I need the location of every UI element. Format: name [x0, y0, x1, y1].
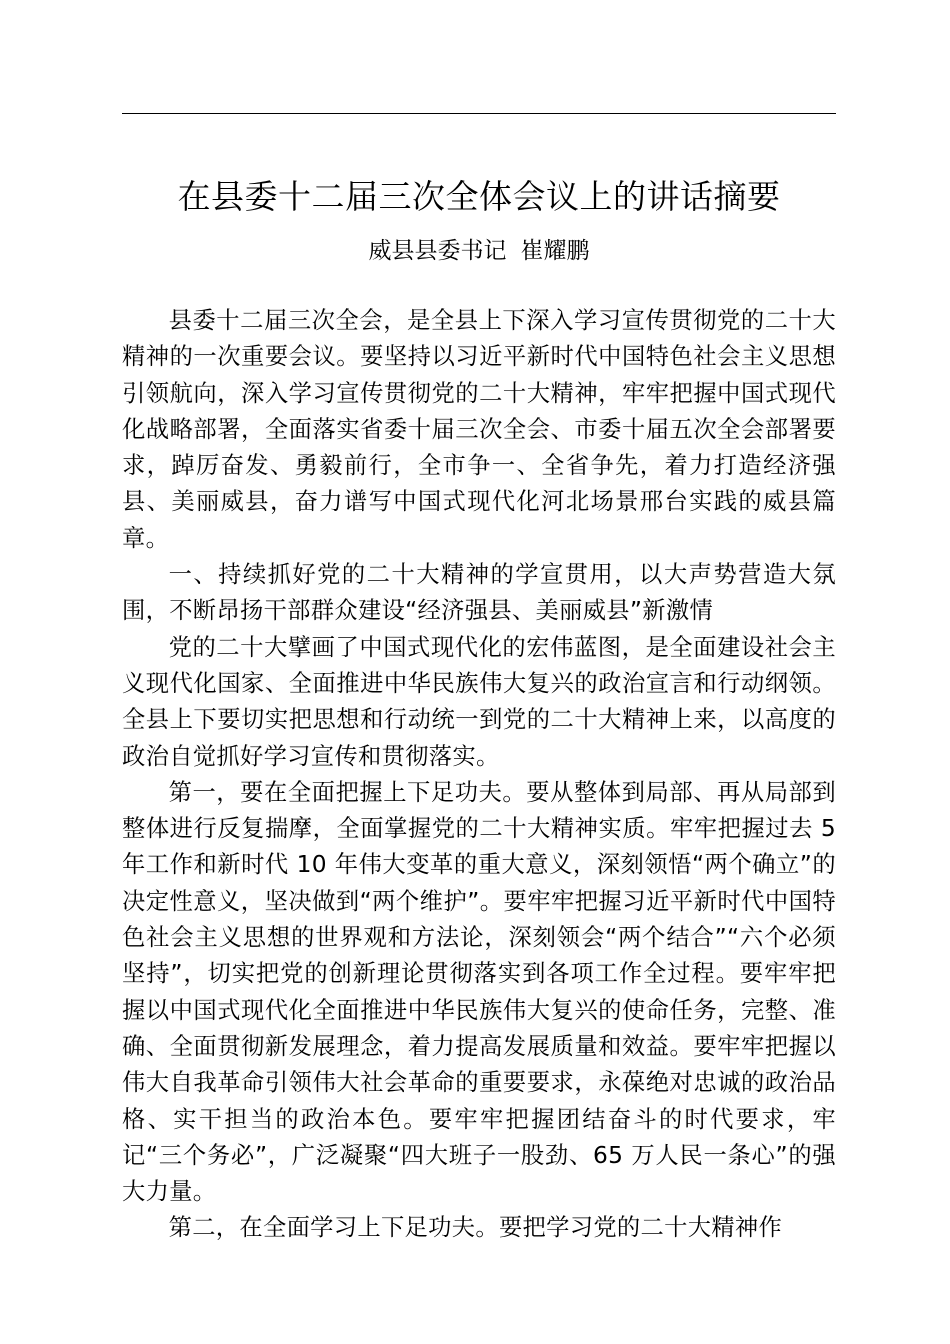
document-body: [122, 303, 836, 1247]
document-title: 在县委十二届三次全体会议上的讲话摘要: [177, 177, 781, 216]
paragraph-second-point: 第二，在全面学习上下足功夫。要把学习党的二十大精神作: [168, 1214, 783, 1242]
author-line: [122, 234, 836, 268]
header-rule: [122, 113, 836, 114]
author-title: 威县县委书记: [368, 238, 507, 264]
paragraph-intro: 县委十二届三次全会，是全县上下深入学习宣传贯彻党的二十大精神的一次重要会议。要坚持以习近平新时代中国特色社会主义思想引领航向，深入学习宣传贯彻党的二十大精神，牢牢把握中国式现代化战略部署，全面落实省委十届三次全会、市委十届五次全会部署要求，踔厉奋发、勇毅前行，全市争一、全省争先，着力打造经济强县、美丽威县，奋力谱写中国式现代化河北场景邢台实践的威县篇章。: [122, 307, 836, 552]
section-heading-1: 一、持续抓好党的二十大精神的学宣贯用，以大声势营造大氛围，不断昂扬干部群众建设“经济强县、美丽威县”新激情: [122, 561, 836, 625]
paragraph-section-1: 党的二十大擘画了中国式现代化的宏伟蓝图，是全面建设社会主义现代化国家、全面推进中华民族伟大复兴的政治宣言和行动纲领。全县上下要切实把思想和行动统一到党的二十大精神上来，以高度的政治自觉抓好学习宣传和贯彻落实。: [122, 633, 836, 770]
paragraph-first-point: 第一，要在全面把握上下足功夫。要从整体到局部、再从局部到整体进行反复揣摩，全面掌握党的二十大精神实质。牢牢把握过去 5 年工作和新时代 10 年伟大变革的重大意义，深刻领悟“两个确立”的决定性意义，坚决做到“两个维护”。要牢牢把握习近平新时代中国特色社会主义思想的世界观和方法论，深刻领会“两个结合”“六个必须坚持”，切实把党的创新理论贯彻落实到各项工作全过程。要牢牢把握以中国式现代化全面推进中华民族伟大复兴的使命任务，完整、准确、全面贯彻新发展理念，着力提高发展质量和效益。要牢牢把握以伟大自我革命引领伟大社会革命的重要要求，永葆绝对忠诚的政治品格、实干担当的政治本色。要牢牢把握团结奋斗的时代要求，牢记“三个务必”，广泛凝聚“四大班子一股劲、65 万人民一条心”的强大力量。: [122, 778, 836, 1206]
author-name: 崔耀鹏: [520, 238, 590, 264]
